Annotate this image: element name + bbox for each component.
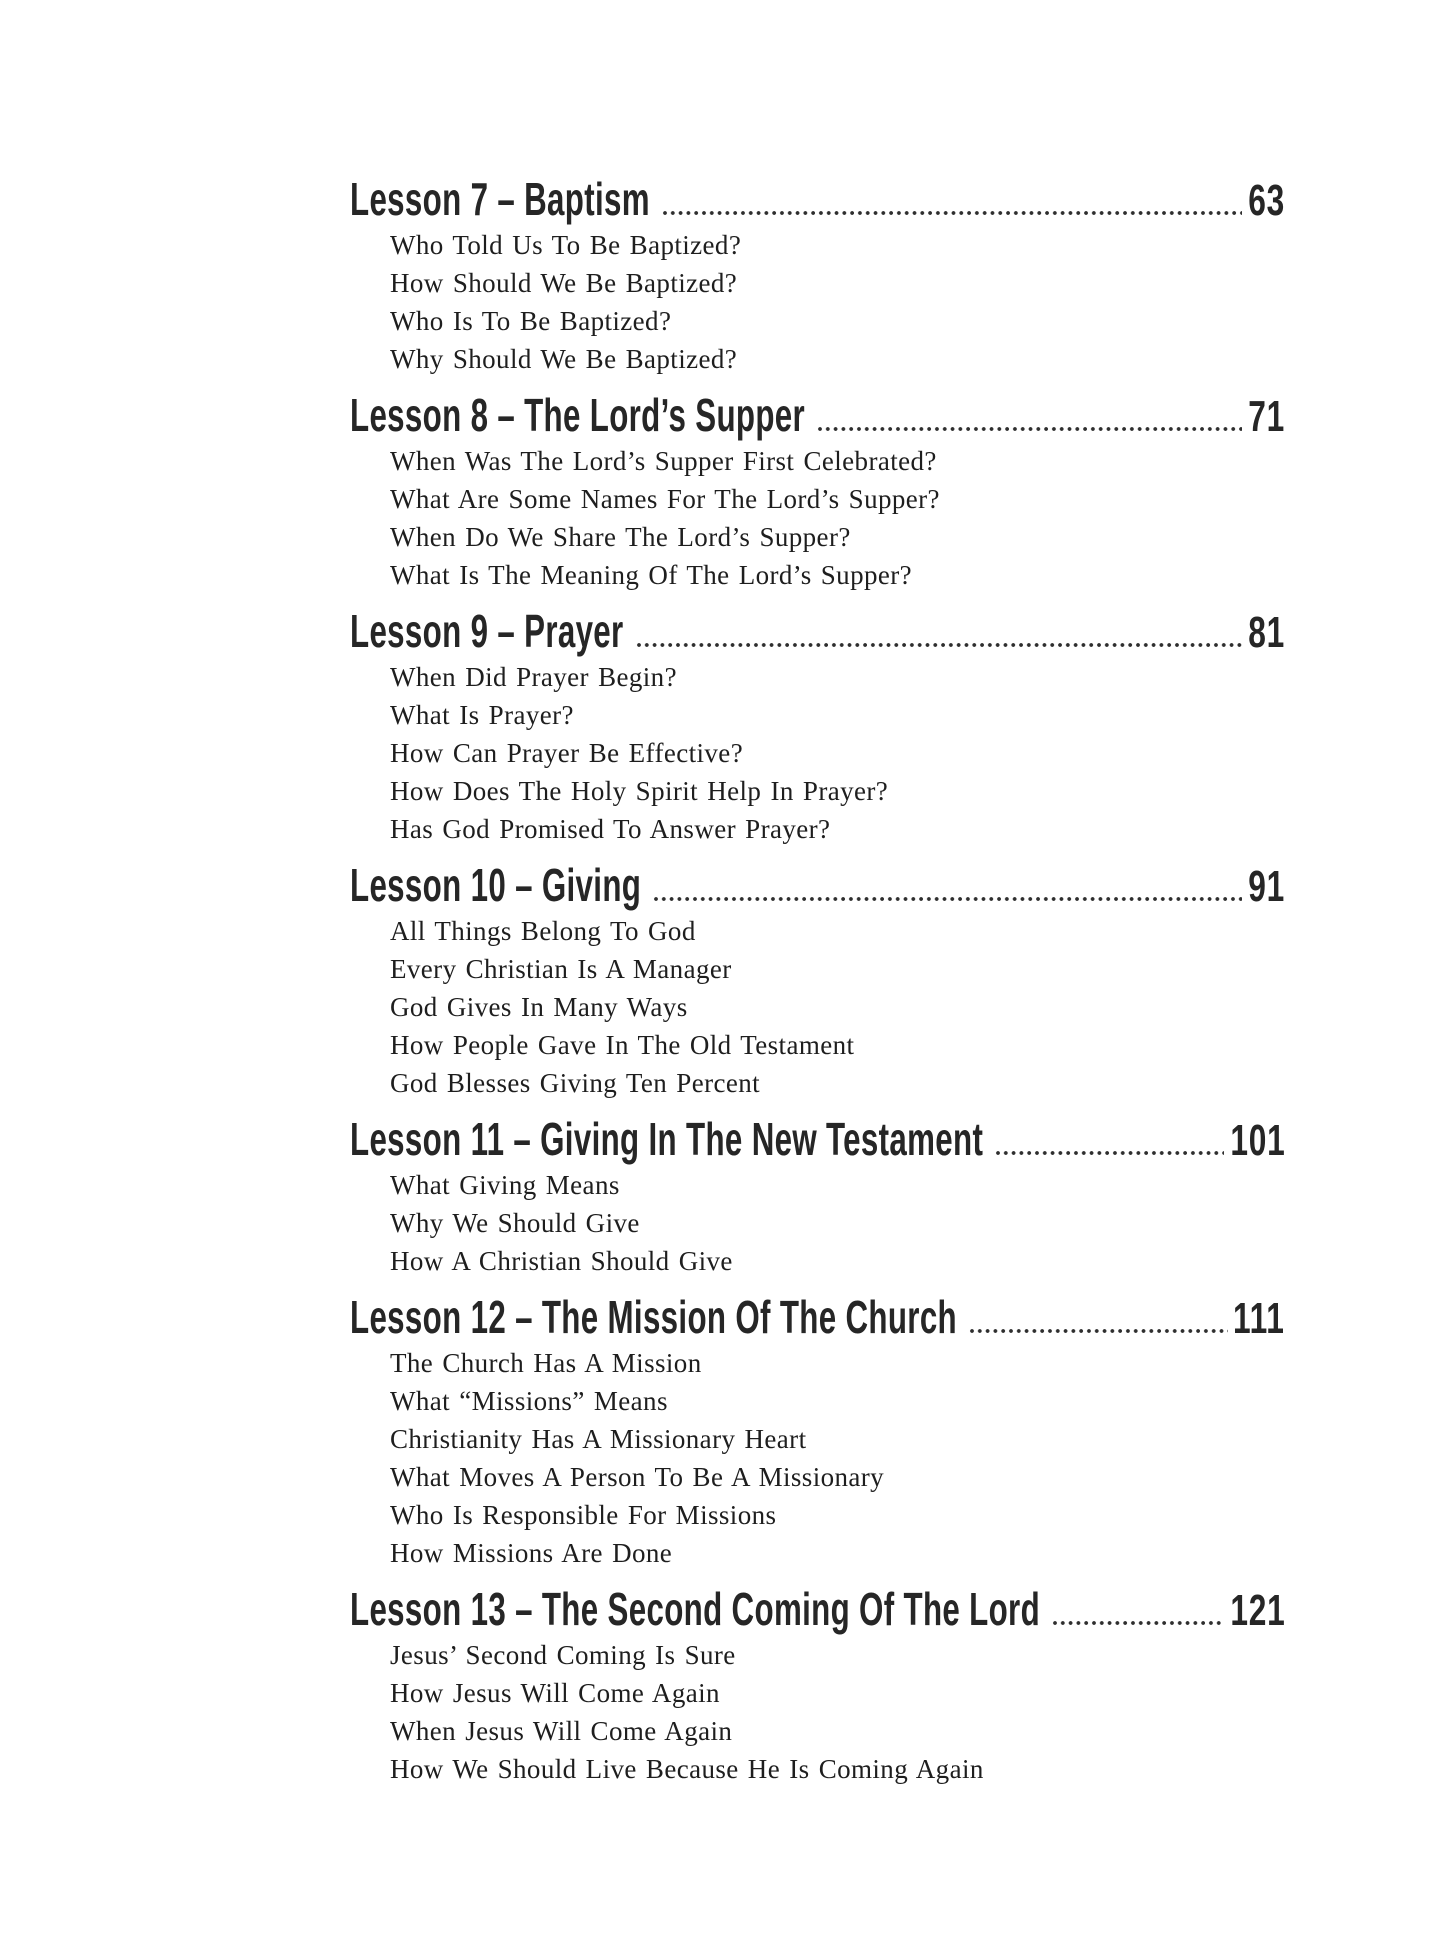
page-number: 121: [1229, 1586, 1285, 1635]
dot-leader: [969, 1328, 1228, 1334]
subtopic: Why Should We Be Baptized?: [390, 344, 738, 374]
subtopic: All Things Belong To God: [390, 916, 696, 946]
subtopic: How Should We Be Baptized?: [390, 268, 738, 298]
subtopic: When Do We Share The Lord’s Supper?: [390, 522, 851, 552]
subtopic: Has God Promised To Answer Prayer?: [390, 814, 831, 844]
subtopic: How We Should Live Because He Is Coming Again: [390, 1754, 984, 1784]
toc-entry-row: [350, 1113, 1285, 1165]
toc-entry: [350, 1113, 1285, 1280]
subtopic: How A Christian Should Give: [390, 1246, 733, 1276]
toc-entry-row: [350, 389, 1285, 441]
page-number: 81: [1248, 608, 1285, 657]
toc-entry: [350, 1583, 1285, 1788]
dot-leader: [1052, 1620, 1224, 1626]
toc-entry-row: [350, 1291, 1285, 1343]
subtopic-list: [350, 1166, 1285, 1280]
lesson-title: Lesson 11 – Giving In The New Testament: [350, 1113, 984, 1165]
lesson-title: Lesson 10 – Giving: [350, 859, 642, 911]
page-number: 71: [1248, 392, 1285, 441]
page-number: 63: [1248, 176, 1285, 225]
subtopic-list: [350, 912, 1285, 1102]
subtopic: Why We Should Give: [390, 1208, 640, 1238]
subtopic: What Are Some Names For The Lord’s Supper?: [390, 484, 940, 514]
subtopic: What Is The Meaning Of The Lord’s Supper?: [390, 560, 913, 590]
lesson-title: Lesson 7 – Baptism: [350, 173, 650, 225]
dot-leader: [636, 642, 1243, 648]
subtopic: When Did Prayer Begin?: [390, 662, 677, 692]
dot-leader: [662, 210, 1242, 216]
subtopic: Jesus’ Second Coming Is Sure: [390, 1640, 736, 1670]
subtopic: How Can Prayer Be Effective?: [390, 738, 744, 768]
page-number: 111: [1233, 1294, 1285, 1343]
subtopic: What “Missions” Means: [390, 1386, 668, 1416]
subtopic: God Gives In Many Ways: [390, 992, 688, 1022]
subtopic: What Giving Means: [390, 1170, 620, 1200]
toc-entry: [350, 859, 1285, 1102]
lesson-title: Lesson 9 – Prayer: [350, 605, 624, 657]
subtopic: When Was The Lord’s Supper First Celebrated?: [390, 446, 937, 476]
lesson-title: Lesson 8 – The Lord’s Supper: [350, 389, 806, 441]
subtopic: God Blesses Giving Ten Percent: [390, 1068, 761, 1098]
lesson-title: Lesson 13 – The Second Coming Of The Lord: [350, 1583, 1041, 1635]
subtopic: Who Is To Be Baptized?: [390, 306, 672, 336]
subtopic: How Does The Holy Spirit Help In Prayer?: [390, 776, 889, 806]
subtopic: Christianity Has A Missionary Heart: [390, 1424, 807, 1454]
toc-entry: [350, 173, 1285, 378]
toc-entry-row: [350, 605, 1285, 657]
page-number: 101: [1229, 1116, 1285, 1165]
subtopic: Who Told Us To Be Baptized?: [390, 230, 742, 260]
toc-entry: [350, 1291, 1285, 1572]
subtopic: What Is Prayer?: [390, 700, 574, 730]
page-number: 91: [1248, 862, 1285, 911]
subtopic: How People Gave In The Old Testament: [390, 1030, 855, 1060]
subtopic: When Jesus Will Come Again: [390, 1716, 733, 1746]
toc-entry: [350, 389, 1285, 594]
subtopic: Who Is Responsible For Missions: [390, 1500, 777, 1530]
toc-entry-row: [350, 1583, 1285, 1635]
subtopic: Every Christian Is A Manager: [390, 954, 732, 984]
subtopic: The Church Has A Mission: [390, 1348, 702, 1378]
toc-entry-row: [350, 173, 1285, 225]
subtopic: How Missions Are Done: [390, 1538, 673, 1568]
subtopic-list: [350, 1636, 1285, 1788]
subtopic: What Moves A Person To Be A Missionary: [390, 1462, 885, 1492]
toc-entry-row: [350, 859, 1285, 911]
dot-leader: [817, 426, 1242, 432]
toc-entry: [350, 605, 1285, 848]
subtopic-list: [350, 442, 1285, 594]
subtopic-list: [350, 658, 1285, 848]
dot-leader: [653, 896, 1242, 902]
subtopic: How Jesus Will Come Again: [390, 1678, 720, 1708]
dot-leader: [995, 1150, 1224, 1156]
subtopic-list: [350, 226, 1285, 378]
lesson-title: Lesson 12 – The Mission Of The Church: [350, 1291, 958, 1343]
subtopic-list: [350, 1344, 1285, 1572]
